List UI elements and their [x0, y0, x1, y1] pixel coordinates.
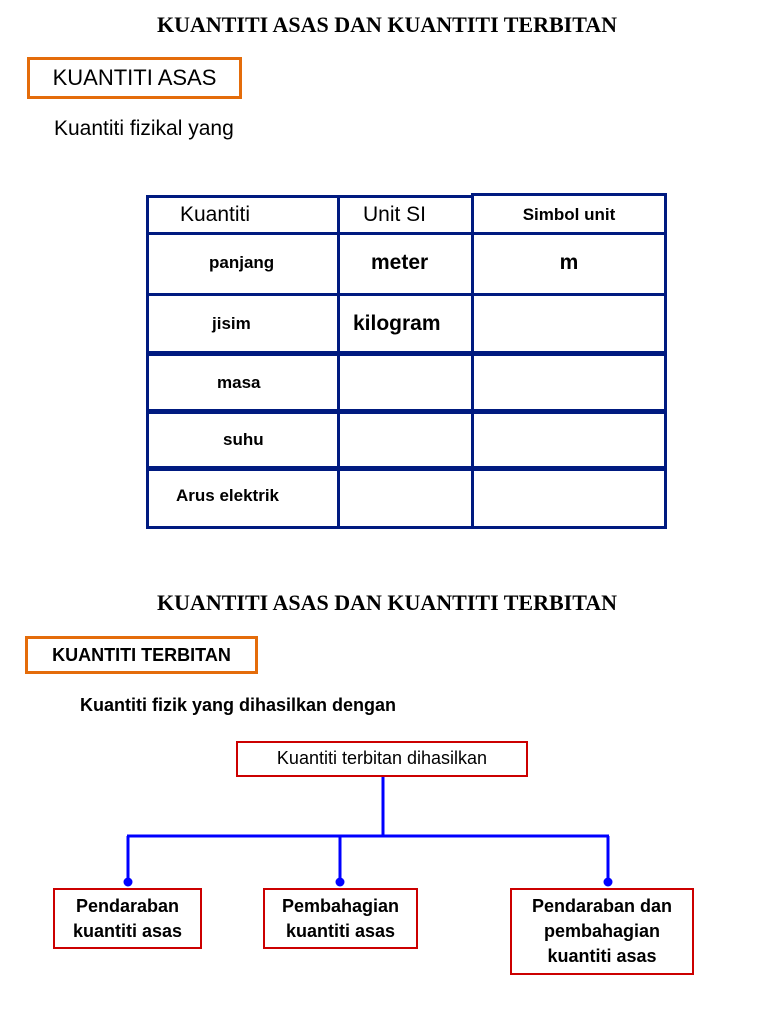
section1-intro: Kuantiti fizikal yang — [54, 117, 234, 140]
table-cell-quantity: jisim — [212, 313, 251, 333]
table-cell-symbol: m — [559, 251, 579, 274]
diagram-box-line: pembahagian — [543, 921, 660, 941]
section2-intro: Kuantiti fizik yang dihasilkan dengan — [80, 695, 397, 715]
table-cell-quantity: masa — [217, 372, 261, 392]
table-header-si-unit: Unit SI — [363, 203, 427, 226]
connector-dot-left — [124, 878, 133, 887]
table-cell-quantity: panjang — [209, 253, 275, 272]
diagram-box-line: kuantiti asas — [547, 946, 657, 966]
connector-dot-right — [604, 878, 613, 887]
table-cell-quantity: Arus elektrik — [176, 486, 279, 505]
section2-title: KUANTITI ASAS DAN KUANTITI TERBITAN — [156, 590, 618, 615]
table-cell-unit: meter — [371, 251, 429, 274]
kuantiti-terbitan-label-text: KUANTITI TERBITAN — [52, 644, 231, 665]
diagram-root-box — [236, 741, 528, 777]
diagram-root-text: Kuantiti terbitan dihasilkan — [276, 748, 488, 768]
diagram-box-line: Pendaraban — [75, 895, 180, 916]
diagram-box-multiplication-and-division — [510, 888, 694, 975]
diagram-box-line: Pembahagian — [281, 895, 400, 916]
diagram-box-line: kuantiti asas — [72, 920, 183, 941]
diagram-box-multiplication — [53, 888, 202, 949]
connector-dot-middle — [336, 878, 345, 887]
diagram-box-division — [263, 888, 418, 949]
kuantiti-asas-label-text: KUANTITI ASAS — [52, 65, 217, 90]
table-cell-quantity: suhu — [223, 430, 264, 449]
table-header-quantity: Kuantiti — [180, 203, 251, 226]
section1-title: KUANTITI ASAS DAN KUANTITI TERBITAN — [156, 12, 618, 37]
diagram-box-line: kuantiti asas — [285, 920, 396, 941]
diagram-box-line: Pendaraban dan — [531, 896, 673, 916]
table-cell-unit: kilogram — [353, 311, 441, 335]
table-header-unit-symbol: Simbol unit — [522, 205, 616, 224]
